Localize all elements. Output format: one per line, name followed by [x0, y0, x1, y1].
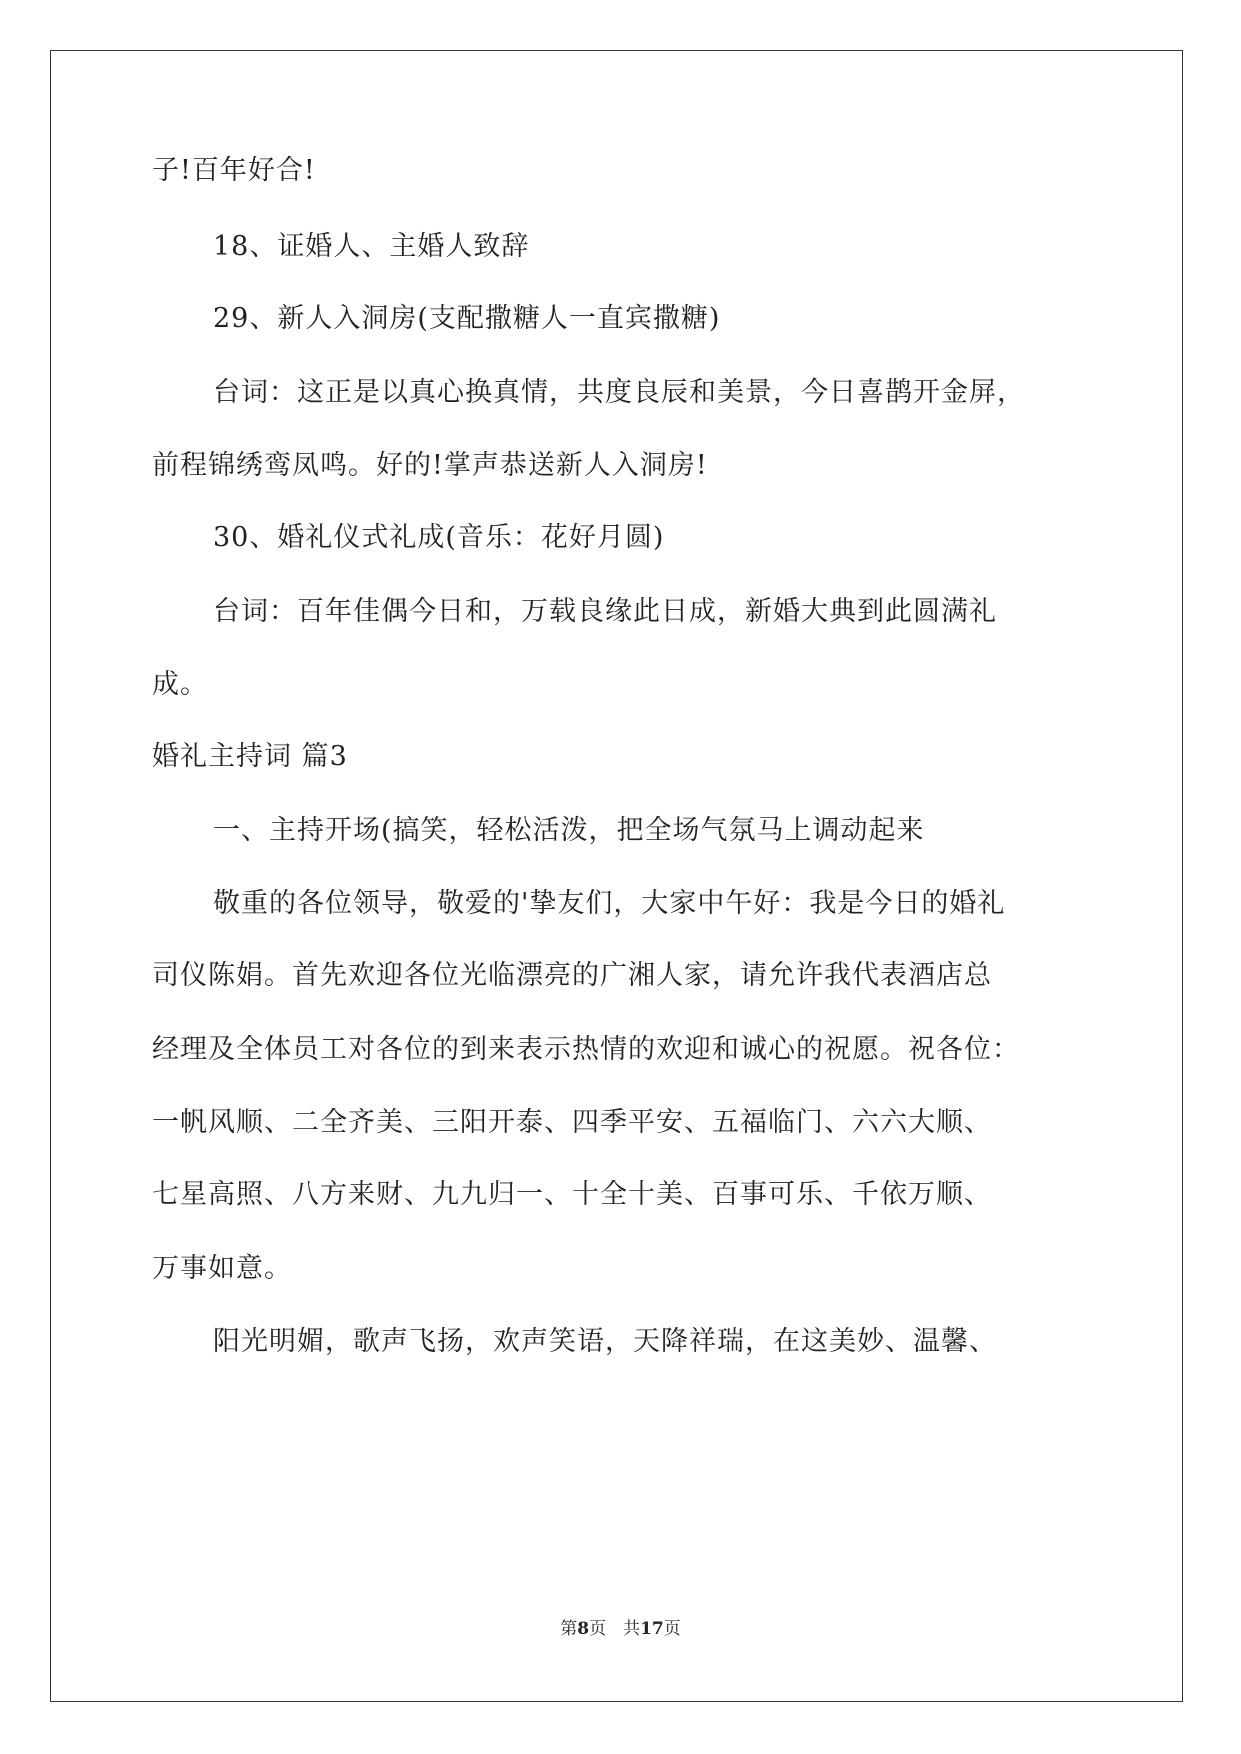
text-line: 台词：这正是以真心换真情，共度良辰和美景，今日喜鹊开金屏，	[213, 377, 1025, 408]
text-line: 敬重的各位领导，敬爱的'挚友们，大家中午好：我是今日的婚礼	[213, 888, 1006, 919]
page-footer	[0, 1614, 1241, 1639]
text-line: 成。	[152, 669, 208, 700]
total-page-number: 17	[640, 1619, 664, 1639]
text-line: 万事如意。	[152, 1253, 292, 1284]
footer-prefix: 第	[560, 1619, 578, 1639]
text-line: 司仪陈娟。首先欢迎各位光临漂亮的广湘人家，请允许我代表酒店总	[152, 960, 992, 991]
footer-suffix: 页	[663, 1619, 681, 1639]
text-line: 29、新人入洞房(支配撒糖人一直宾撒糖)	[213, 303, 721, 334]
text-line: 经理及全体员工对各位的到来表示热情的欢迎和诚心的祝愿。祝各位：	[152, 1034, 1020, 1065]
current-page-number: 8	[577, 1619, 590, 1639]
text-line: 子!百年好合!	[152, 155, 316, 186]
page-border	[50, 50, 1183, 1702]
text-line: 18、证婚人、主婚人致辞	[213, 231, 530, 262]
section-heading: 婚礼主持词 篇3	[152, 741, 348, 772]
text-line: 台词：百年佳偶今日和，万载良缘此日成，新婚大典到此圆满礼	[213, 596, 997, 627]
text-line: 七星高照、八方来财、九九归一、十全十美、百事可乐、千依万顺、	[152, 1179, 992, 1210]
footer-mid: 页 共	[589, 1619, 641, 1639]
text-line: 一帆风顺、二全齐美、三阳开泰、四季平安、五福临门、六六大顺、	[152, 1107, 992, 1138]
text-line: 阳光明媚，歌声飞扬，欢声笑语，天降祥瑞，在这美妙、温馨、	[213, 1326, 997, 1357]
text-line: 30、婚礼仪式礼成(音乐：花好月圆)	[213, 522, 665, 553]
text-line: 一、主持开场(搞笑，轻松活泼，把全场气氛马上调动起来	[213, 815, 925, 846]
text-line: 前程锦绣鸾凤鸣。好的!掌声恭送新人入洞房!	[152, 450, 708, 481]
